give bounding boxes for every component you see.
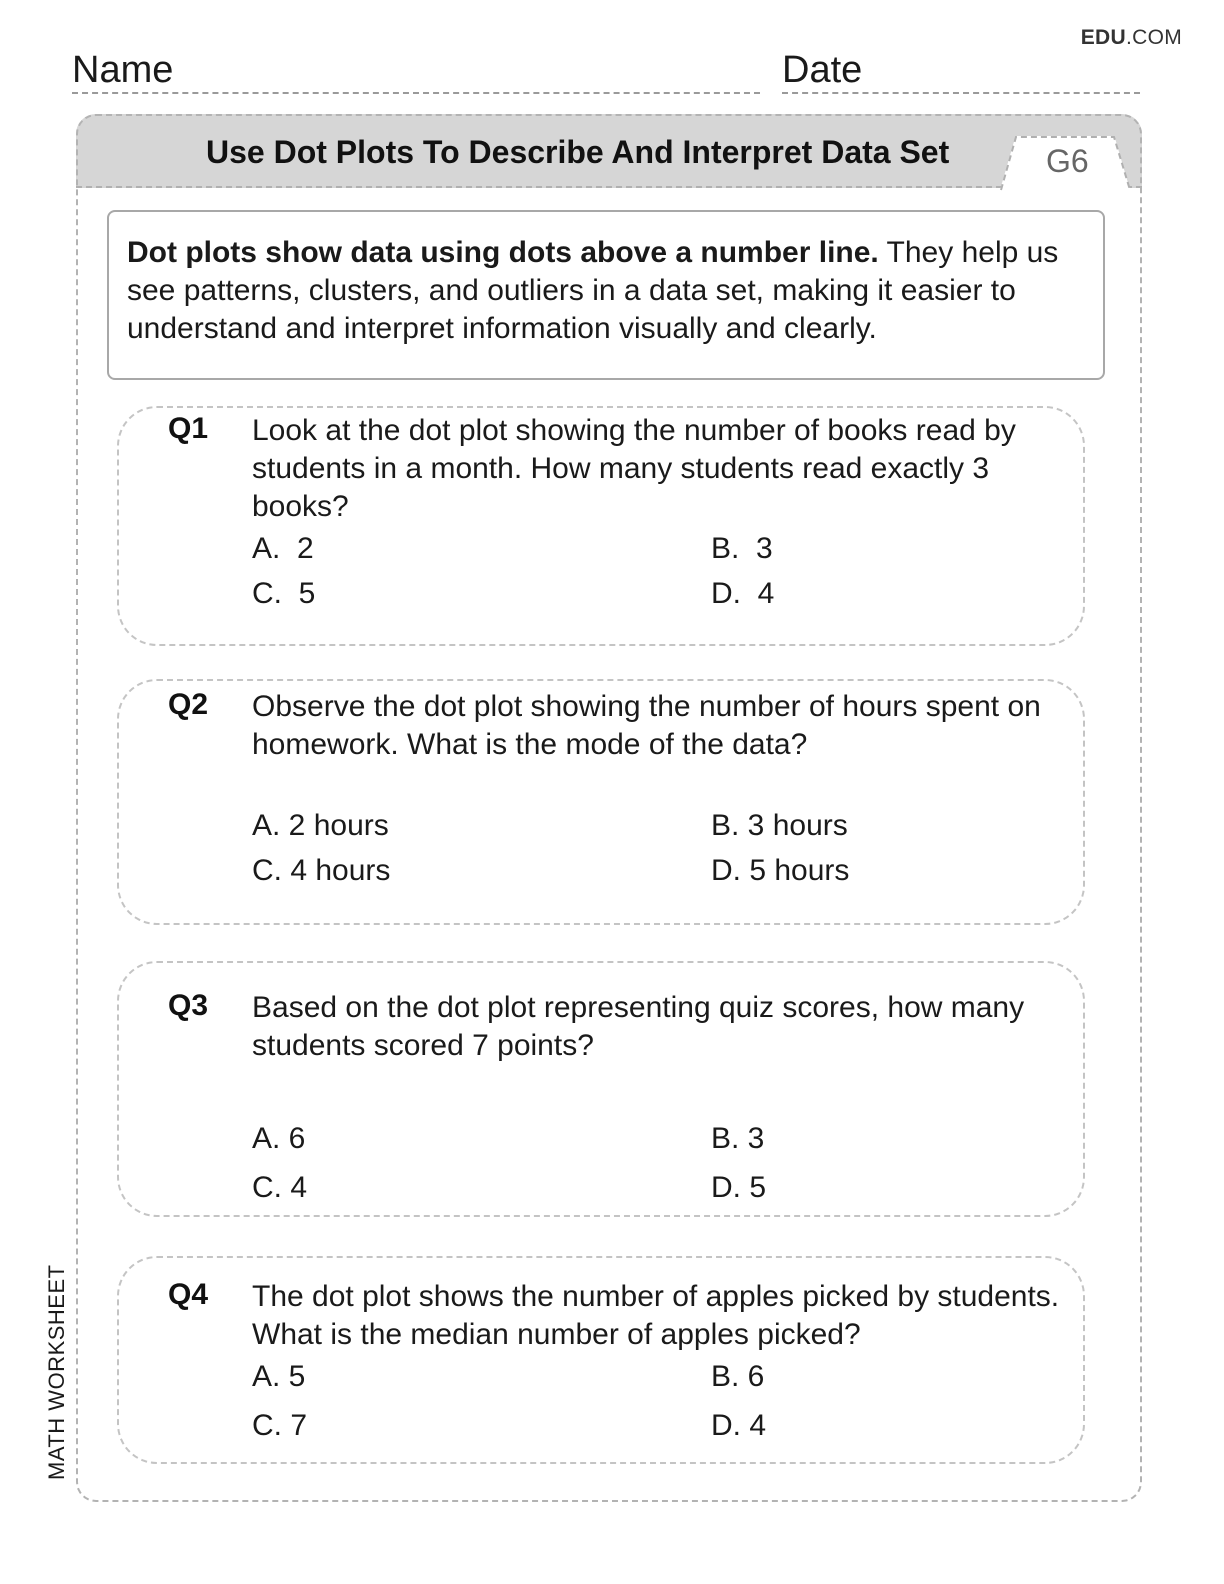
q2-option-d[interactable]: D. 5 hours [711, 854, 850, 887]
date-label: Date [782, 49, 863, 91]
question-text-2: Observe the dot plot showing the number of hours spent on homework. What is the mode of the data? [252, 690, 1041, 761]
q4-option-d[interactable]: D. 4 [711, 1409, 767, 1442]
brand-logo [1081, 26, 1182, 50]
q2-option-b[interactable]: B. 3 hours [711, 809, 848, 842]
date-field[interactable] [782, 48, 1140, 94]
intro-bold: Dot plots show data using dots above a number line. [127, 236, 879, 269]
question-text-4: The dot plot shows the number of apples picked by students. What is the median number of apples picked? [252, 1280, 1060, 1351]
q2-option-c[interactable]: C. 4 hours [252, 854, 391, 887]
q3-option-c[interactable]: C. 4 [252, 1171, 308, 1204]
question-number-4: Q4 [168, 1278, 209, 1311]
name-field[interactable] [72, 48, 760, 94]
q3-option-b[interactable]: B. 3 [711, 1122, 765, 1155]
question-text-1: Look at the dot plot showing the number of books read by students in a month. How many students read exactly 3 books? [252, 414, 1016, 523]
q4-option-b[interactable]: B. 6 [711, 1360, 765, 1393]
q1-option-d[interactable]: D. 4 [711, 577, 775, 610]
worksheet-title: Use Dot Plots To Describe And Interpret Data Set [206, 134, 950, 170]
q1-option-b[interactable]: B. 3 [711, 532, 773, 565]
question-text-3: Based on the dot plot representing quiz scores, how many students scored 7 points? [252, 991, 1025, 1062]
q2-option-a[interactable]: A. 2 hours [252, 809, 389, 842]
q4-option-a[interactable]: A. 5 [252, 1360, 306, 1393]
grade-label: G6 [1046, 143, 1089, 179]
q1-option-a[interactable]: A. 2 [252, 532, 314, 565]
question-number-3: Q3 [168, 989, 209, 1022]
brand-logo-bold: EDU [1080, 26, 1126, 49]
q4-option-c[interactable]: C. 7 [252, 1409, 308, 1442]
intro-box [107, 210, 1105, 380]
side-label: MATH WORKSHEET [44, 1264, 69, 1480]
q3-option-a[interactable]: A. 6 [252, 1122, 306, 1155]
name-label: Name [72, 49, 174, 91]
q3-option-d[interactable]: D. 5 [711, 1171, 767, 1204]
question-number-1: Q1 [168, 412, 209, 445]
question-number-2: Q2 [168, 688, 209, 721]
q1-option-c[interactable]: C. 5 [252, 577, 316, 610]
brand-logo-suffix: .COM [1125, 26, 1182, 49]
intro-text: They help us see patterns, clusters, and outliers in a data set, making it easier to understand and interpret information visually and clearly. [127, 236, 1059, 345]
